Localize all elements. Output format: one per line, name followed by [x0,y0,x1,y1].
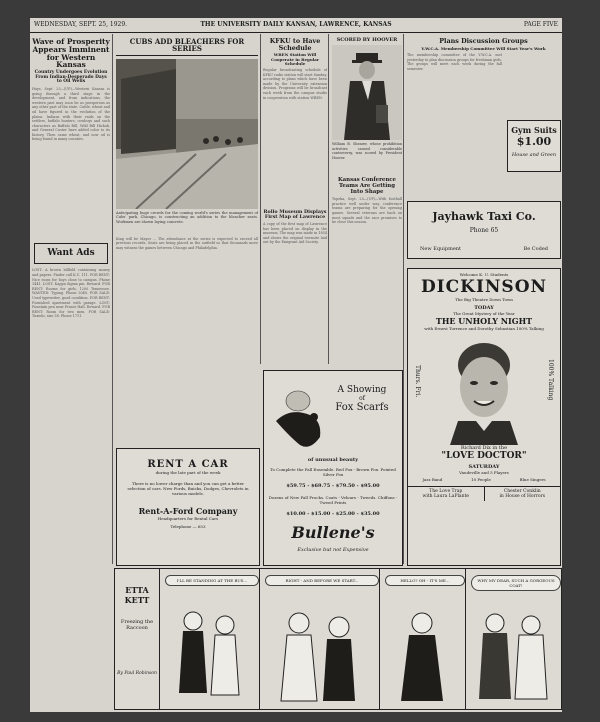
dickinson-today: TODAY [474,305,494,311]
conference-headline: Kansas Conference Teams Are Getting Into Shape [338,177,396,195]
bullenes-brand: Bullene's [291,523,375,542]
dickinson-acts [408,477,560,482]
bullenes-heading [326,385,398,413]
love-trap-title: The Love Trap [429,489,463,494]
rent-a-car-title: RENT A CAR [147,459,229,470]
cubs-body: King will be Mayor ... The attendance at the series is expected to exceed all previous records. Seats are being placed in the outfield so that thousands more may witness the games between Chicago and Philadelphia. [116,236,258,250]
rent-a-car-ad [116,448,260,566]
column-rule [403,34,404,564]
comic-figures-4 [473,603,553,707]
comic-panel-4 [465,569,561,709]
dickinson-act: 10 People [471,477,491,482]
dickinson-welcome: Welcome K. U. Students [459,272,509,277]
bullenes-prices2: $10.00 - $15.00 - $25.00 - $35.00 [286,511,380,517]
column-rule [260,34,261,364]
bullenes-line1: A Showing [337,385,387,395]
column-4 [332,36,402,347]
dickinson-footer [408,486,560,501]
dickinson-film1-sub: with Ernest Torrence and Dorothy Sebastian 100% Talking [424,326,544,331]
bullenes-prices1: $59.75 - $69.75 - $79.50 - $95.00 [286,483,380,489]
rent-a-car-address: Headquarters for Rental Cars [157,516,219,521]
prosperity-body: Hays, Sept. 25—(UP)—Western Kansas is going through a third stage in the development, and from indications, the western part may soon be as prosperous as any other part of the state. Cattle, wheat and oil have figured in the evolution of the plains. Indians with their raids on the settlers, buffalo hunters, cowboys and such characters as Buffalo Bill, Wild Bill Hickok, and General Custer have added color to its history. Then came wheat, and now oil is being found in many counties. [32,86,110,142]
taxi-equipment: New Equipment [420,246,462,252]
want-ads-body: LOST: A brown billfold containing money and papers. Finder call K.U. 111. FOR RENT: Nice room for boys close to campus. Phone 1441. LOST: Kappa Sigma pin. Reward. FOR RENT: Rooms for girls, 1200 Tennessee. WANTED: Typing. Phone 2040. FOR SALE: Used typewriter, good condition. FOR RENT: Furnished apartment with garage. LOST: Fountain pen near Fraser Hall. Reward. FOR RENT: Room for two men. FOR SALE: Tuxedo, size 38. Phone 1711. [32,268,110,319]
kfku-subhead: WREN Station Will Cooperate in Regular Schedule [271,52,319,66]
masthead-page: PAGE FIVE [523,21,558,28]
taxi-title: Jayhawk Taxi Co. [432,210,536,223]
dickinson-tagline: The Big Theatre Down Town [455,297,513,302]
gym-suits-title: Gym Suits [511,125,557,135]
bullenes-desc2: Dozens of New Fall Frocks. Coats - Velours - Tweeds. Chiffons - Tweed Prints [268,495,398,505]
rent-a-car-company: Rent-A-Ford Company [138,506,238,516]
rent-a-car-phone: Telephone — 653 [170,524,206,529]
comic-figures-1 [169,603,249,707]
dickinson-footer-left [408,487,485,501]
want-ads-title: Want Ads [47,247,95,258]
column-5 [407,36,560,125]
comic-bubble-4: WHY MY DEAR, SUCH A GORGEOUS COAT! [471,575,561,591]
want-ads-header [34,243,108,264]
comic-figure-3 [387,603,457,707]
kfku-headline: KFKU to Have Schedule [269,37,321,52]
column-rule [112,34,113,564]
comic-title: ETTA KETT [124,585,150,605]
comic-bubble-3: HELLO? OH - IT'S ME... [385,575,465,586]
gym-suits-price: $1.00 [516,135,552,148]
masthead-date: WEDNESDAY, SEPT. 25, 1929. [34,21,128,28]
comic-byline: By Paul Robinson [117,671,157,676]
conference-body: Topeka, Sept. 25—(UP)—With football practice well under way, conference teams are preparing for the opening games. Several veterans are back on most squads and the race promises to be close this season. [332,197,402,225]
rent-a-car-body: There is no lower charge than and you can get a better selection of cars. New Fords, Buicks, Dodges, Chevrolets in various models. [127,481,249,496]
dickinson-presents: The Great Mystery of the Year [453,311,515,316]
prosperity-subhead: Country Undergoes Evolution From Indian-Desperado Days to Oil Wells [34,70,108,85]
column-2 [116,36,258,357]
shearer-caption: William B. Shearer, whose prohibition activities caused considerable controversy, was scored by President Hoover. [332,142,402,161]
comic-title-panel [115,569,160,709]
comic-bubble-1: I'LL BE STANDING AT THE BUS... [165,575,259,586]
dickinson-act: Jazz Band [422,477,443,482]
column-rule [328,34,329,364]
rent-a-car-sub: during the late part of the week [155,470,221,475]
column-1 [32,36,110,648]
column-3 [263,36,327,221]
bullenes-line4: of unusual beauty [307,457,359,463]
dickinson-footer-right [485,487,561,501]
comic-figures-2 [269,603,369,707]
dickinson-star: Richard Dix in the [460,445,508,451]
ywca-body: The membership committee of the Y.W.C.A. met yesterday to plan discussion groups for freshman girls. The groups will meet each week during the fall semester. [407,52,502,71]
fox-scarf-illustration [270,381,326,453]
conklin-title: Chester Conklin [503,489,541,494]
comic-panel-1 [159,569,260,709]
dix-portrait-area [408,335,560,445]
dickinson-act: Blue Singers [519,477,546,482]
bleachers-photo [116,59,258,209]
conklin-sub: in House of Horrors [499,494,546,499]
dickinson-side-left: Thurs. Fri. [414,365,421,398]
prosperity-headline: Wave of Prosperity Appears Imminent for Western Kansas [32,37,110,70]
jayhawk-taxi-ad [407,201,561,259]
etta-kett-comic [114,568,562,710]
bullenes-line2: of [359,395,365,402]
rollo-headline: Rollo Museum Displays First Map of Lawrence [263,209,327,221]
dickinson-film2: "LOVE DOCTOR" [441,451,527,461]
bullenes-slogan: Exclusive but not Expensive [297,547,369,553]
bullenes-line3: Fox Scarfs [335,402,389,413]
bleachers-caption: Anticipating huge crowds for the coming world's series the management of Cubs' park, Chicago, is constructing an addition to the bleacher seats. Workmen are shown laying concrete. [116,210,258,224]
dickinson-theatre-ad [407,268,561,566]
bleachers-illustration [116,59,258,209]
rollo-body: A copy of the first map of Lawrence has been placed on display in the museum. The map was made in 1854 and shows the original townsite laid out by the Emigrant Aid Society. [263,222,327,245]
rollo-story [263,208,327,360]
ywca-subhead: Y.W.C.A. Membership Committee Will Start Year's Work [421,45,546,51]
ywca-headline: Plans Discussion Groups [439,37,528,45]
hoover-photo-label: SCORED BY HOOVER [336,37,398,43]
masthead [30,18,562,33]
love-trap-sub: with Laura LaPlante [422,494,469,499]
bullenes-ad [263,370,403,566]
masthead-title: THE UNIVERSITY DAILY KANSAN, LAWRENCE, KANSAS [200,21,392,28]
dickinson-title: DICKINSON [420,277,548,297]
cubs-headline: CUBS ADD BLEACHERS FOR SERIES [116,38,258,56]
taxi-phone: Phone 65 [469,227,499,234]
bullenes-desc: To Complete the Fall Ensemble. Red Fox - Brown Fox. Pointed Silver Fox [270,467,396,477]
gym-suits-store: House and Green [511,152,557,158]
shearer-photo [332,45,402,140]
richard-dix-portrait [440,335,528,445]
newspaper-page [30,18,562,712]
dickinson-sat-sub: Vaudeville and 5 Players [459,470,509,475]
kfku-body: Regular broadcasting schedule of KFKU radio station will start Sunday, according to plans which have been made by the University extension division. Programs will be broadcast each week from the campus studio in cooperation with station WREN. [263,68,327,100]
comic-subtitle: Freezing the Raccoon [120,619,154,631]
dickinson-side-right: 100% Talking [547,359,554,401]
man-portrait-illustration [332,45,402,140]
taxi-slogan: Be Coded [523,246,548,252]
comic-panel-3 [379,569,466,709]
gym-suits-ad [507,120,561,172]
comic-bubble-2: RIGHT - AND BEFORE WE START... [265,575,379,586]
comic-panel-2 [259,569,380,709]
dickinson-saturday: SATURDAY [468,464,500,470]
dickinson-film1: THE UNHOLY NIGHT [435,316,533,326]
